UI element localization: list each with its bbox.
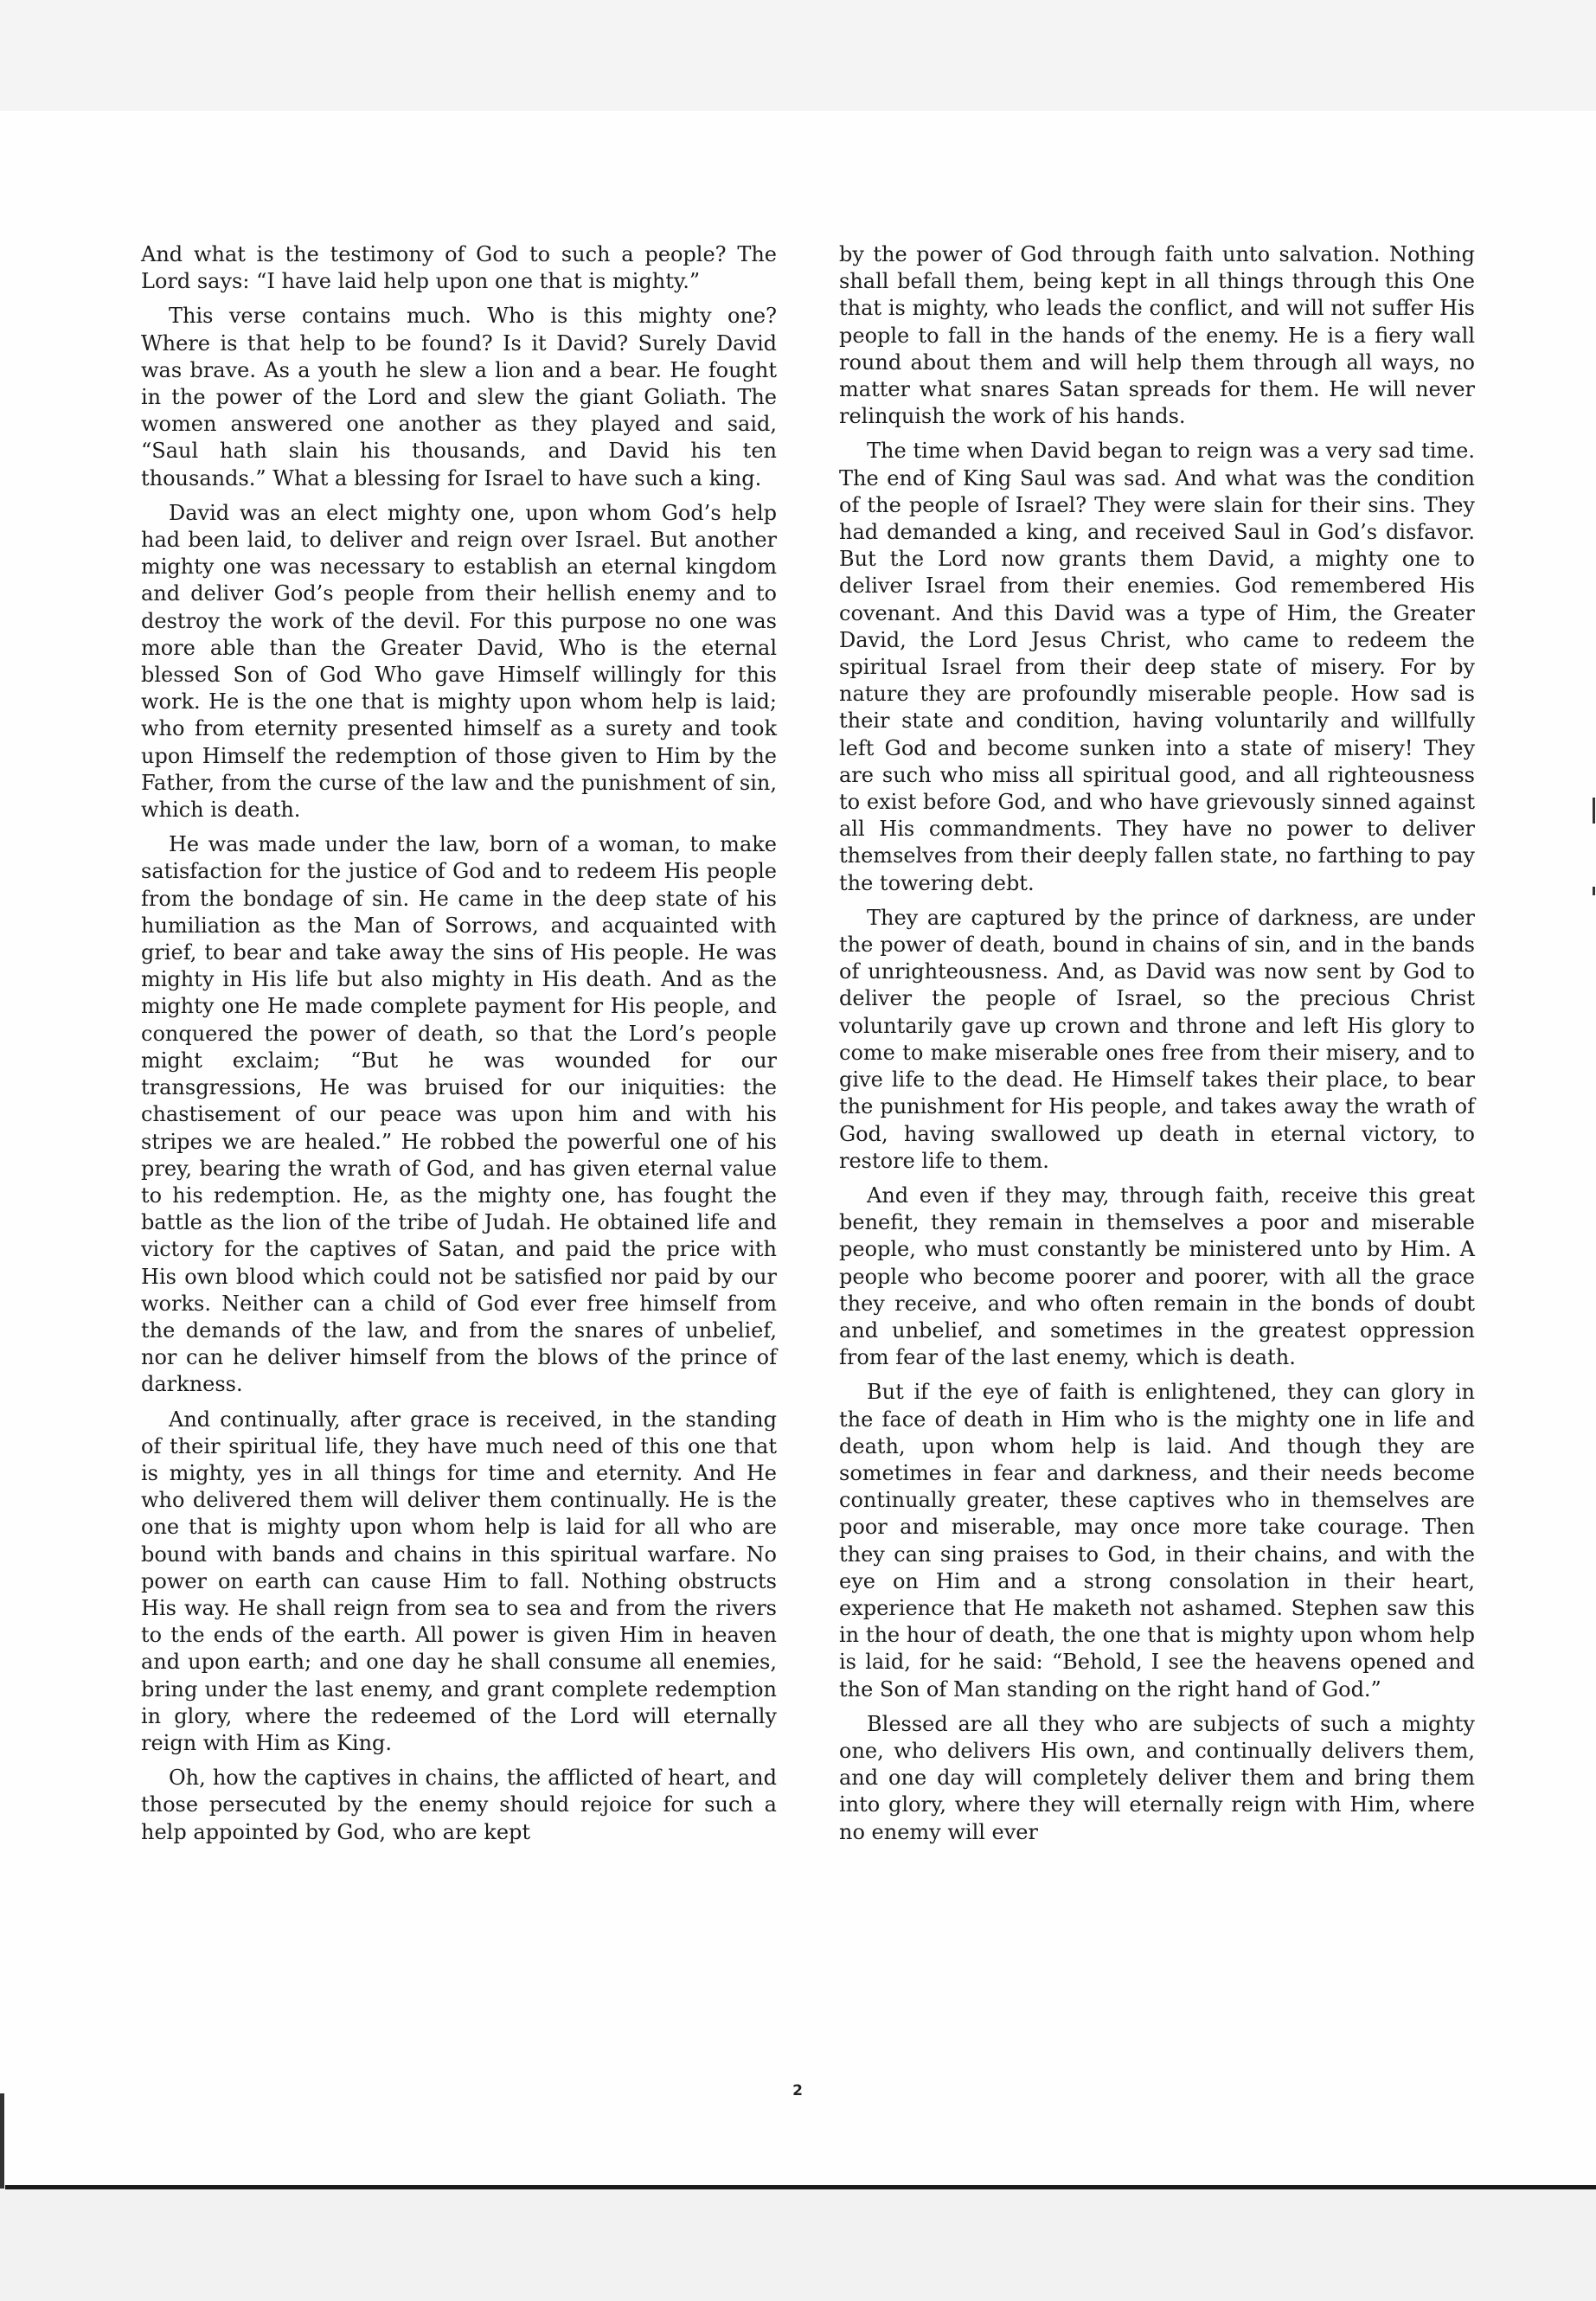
scan-edge-mark (1593, 887, 1595, 895)
page-number: 2 (792, 2082, 803, 2099)
page-left-edge (0, 2093, 4, 2189)
page-bottom-edge (5, 2185, 1596, 2189)
paragraph: But if the eye of faith is enlightened, they can glory in the face of death in Him who is the mighty one in life and death, upon whom help is laid. And though they are sometimes in fear and darkness, and their needs become continually greater, these captives who in themselves are poor and miserable, may once more take courage. Then they can sing praises to God, in their chains, and with the eye on Him and a strong consolation in their heart, experience that He maketh not ashamed. Stephen saw this in the hour of death, the one that is mighty upon whom help is laid, for he said: “Behold, I see the heavens opened and the Son of Man standing on the right hand of God.” (839, 1380, 1475, 1702)
paragraph: And continually, after grace is received, in the standing of their spiritual life, they have much need of this one that is mighty, yes in all things for time and eternity. And He who delivered them will deliver them continually. He is the one that is mighty upon whom help is laid for all who are bound with bands and chains in this spiritual warfare. No power on earth can cause Him to fall. Nothing obstructs His way. He shall reign from sea to sea and from the rivers to the ends of the earth. All power is given Him in heaven and upon earth; and one day he shall consume all enemies, bring under the last enemy, and grant complete redemption in glory, where the redeemed of the Lord will eternally reign with Him as King. (141, 1407, 777, 1755)
text-column-left (141, 241, 777, 1854)
scan-edge-mark (1593, 798, 1595, 824)
text-column-right (839, 241, 1475, 1854)
paragraph: The time when David began to reign was a very sad time. The end of King Saul was sad. And what was the condition of the people of Israel? They were slain for their sins. They had demanded a king, and received Saul in God’s disfavor. But the Lord now grants them David, a mighty one to deliver Israel from their enemies. God remembered His covenant. And this David was a type of Him, the Greater David, the Lord Jesus Christ, who came to redeem the spiritual Israel from their deep state of misery. For by nature they are profoundly miserable people. How sad is their state and condition, having voluntarily and willfully left God and become sunken into a state of misery! They are such who miss all spiritual good, and all righteousness to exist before God, and who have grievously sinned against all His commandments. They have no power to deliver themselves from their deeply fallen state, no farthing to pay the towering debt. (839, 439, 1475, 895)
paragraph: David was an elect mighty one, upon whom God’s help had been laid, to deliver and reign over Israel. But another mighty one was necessary to establish an eternal kingdom and deliver God’s people from their hellish enemy and to destroy the work of the devil. For this purpose no one was more able than the Greater David, Who is the eternal blessed Son of God Who gave Himself willingly for this work. He is the one that is mighty upon whom help is laid; who from eternity presented himself as a surety and took upon Himself the redemption of those given to Him by the Father, from the curse of the law and the punishment of sin, which is death. (141, 500, 777, 823)
paragraph: And what is the testimony of God to such a people? The Lord says: “I have laid help upon one that is mighty.” (141, 242, 777, 294)
paragraph: And even if they may, through faith, receive this great benefit, they remain in themselves a poor and miserable people, who must constantly be ministered unto by Him. A people who become poorer and poorer, with all the grace they receive, and who often remain in the bonds of doubt and unbelief, and sometimes in the greatest oppression from fear of the last enemy, which is death. (839, 1183, 1475, 1370)
paragraph: Blessed are all they who are subjects of such a mighty one, who delivers His own, and continually delivers them, and one day will completely deliver them and bring them into glory, where they will eternally reign with Him, where no enemy will ever (839, 1711, 1475, 1844)
scan-margin-bottom (0, 2187, 1596, 2301)
paragraph: by the power of God through faith unto salvation. Nothing shall befall them, being kept in all things through this One that is mighty, who leads the conflict, and will not suffer His people to fall in the hands of the enemy. He is a fiery wall round about them and will help them through all ways, no matter what snares Satan spreads for them. He will never relinquish the work of his hands. (839, 242, 1475, 429)
scan-margin-top (0, 0, 1596, 111)
paragraph: This verse contains much. Who is this mighty one? Where is that help to be found? Is it David? Surely David was brave. As a youth he slew a lion and a bear. He fought in the power of the Lord and slew the giant Goliath. The women answered one another as they played and said, “Saul hath slain his thousands, and David his ten thousands.” What a blessing for Israel to have such a king. (141, 304, 777, 490)
paragraph: They are captured by the prince of darkness, are under the power of death, bound in chains of sin, and in the bands of unrighteousness. And, as David was now sent by God to deliver the people of Israel, so the precious Christ voluntarily gave up crown and throne and left His glory to come to make miserable ones free from their misery, and to give life to the dead. He Himself takes their place, to bear the punishment for His people, and takes away the wrath of God, having swallowed up death in eternal victory, to restore life to them. (839, 905, 1475, 1173)
paragraph: He was made under the law, born of a woman, to make satisfaction for the justice of God and to redeem His people from the bondage of sin. He came in the deep state of his humiliation as the Man of Sorrows, and acquainted with grief, to bear and take away the sins of His people. He was mighty in His life but also mighty in His death. And as the mighty one He made complete payment for His people, and conquered the power of death, so that the Lord’s people might exclaim; “But he was wounded for our transgressions, He was bruised for our iniquities: the chastisement of our peace was upon him and with his stripes we are healed.” He robbed the powerful one of his prey, bearing the wrath of God, and has given eternal value to his redemption. He, as the mighty one, has fought the battle as the lion of the tribe of Judah. He obtained life and victory for the captives of Satan, and paid the price with His own blood which could not be satisfied nor paid by our works. Neither can a child of God ever free himself from the demands of the law, and from the snares of unbelief, nor can he deliver himself from the blows of the prince of darkness. (141, 832, 777, 1397)
paragraph: Oh, how the captives in chains, the afflicted of heart, and those persecuted by the enemy should rejoice for such a help appointed by God, who are kept (141, 1766, 777, 1844)
